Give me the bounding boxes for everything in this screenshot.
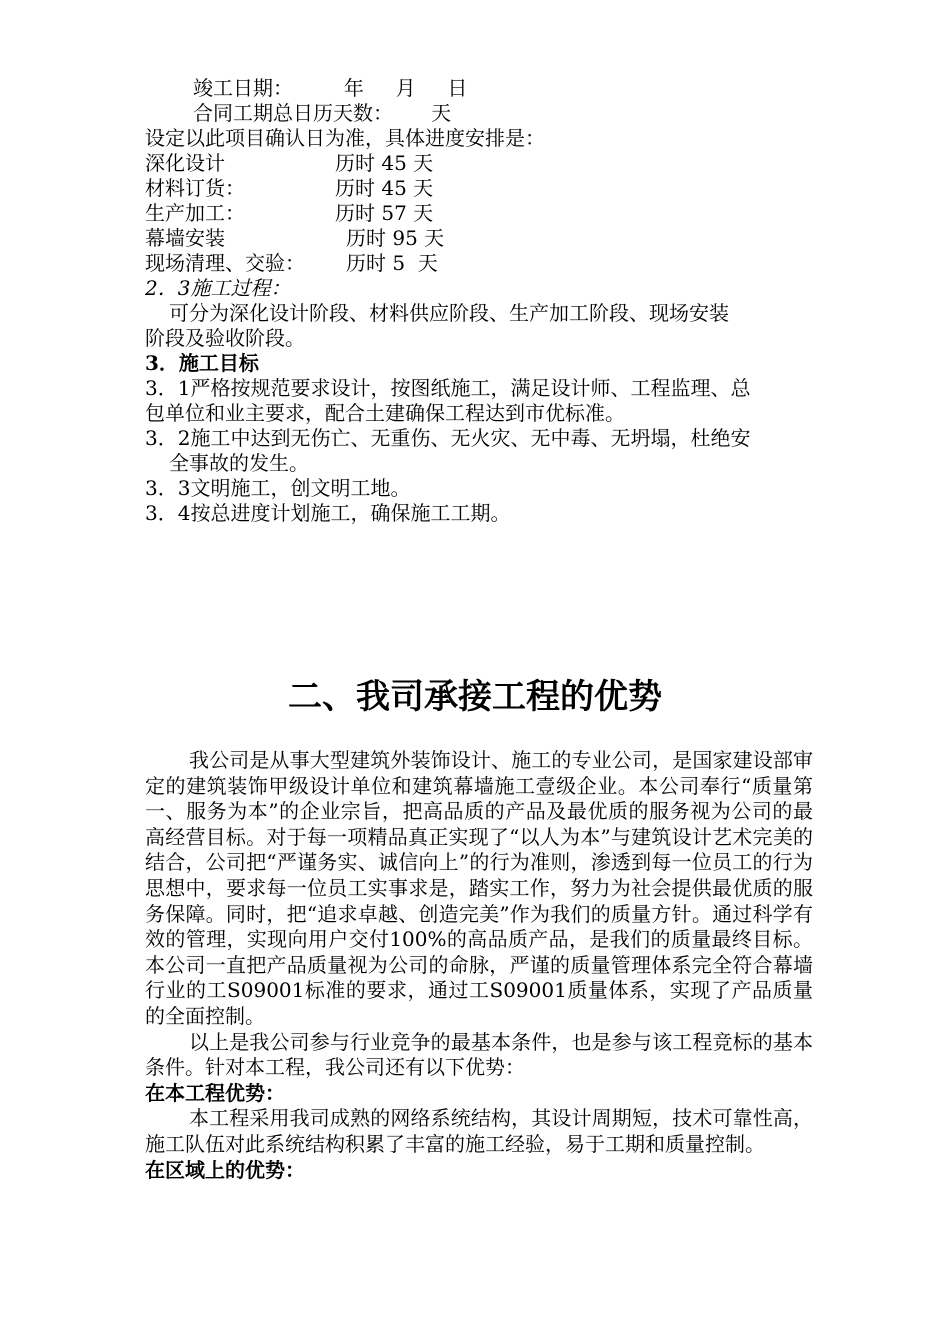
phase-duration: 历时 45 天 [335,151,434,175]
goal-item: 3．1严格按规范要求设计，按图纸施工，满足设计师、工程监理、总 [145,376,751,400]
phase-name: 现场清理、交验： [145,251,305,275]
schedule-row [145,226,813,251]
goal-item-cont: 全事故的发生。 [169,451,309,475]
project-advantage-paragraph: 本工程采用我司成熟的网络系统结构，其设计周期短，技术可靠性高，施工队伍对此系统结构积累了丰富的施工经验，易于工期和质量控制。 [145,1106,813,1156]
section-title: 二、我司承接工程的优势 [288,677,662,717]
goal-item: 3．2施工中达到无伤亡、无重伤、无火灾、无中毒、无坍塌，杜绝安 [145,426,751,450]
process-heading: 2．3施工过程： [145,276,291,300]
process-text-line: 可分为深化设计阶段、材料供应阶段、生产加工阶段、现场安装 [169,301,729,325]
subheading-project-advantage: 在本工程优势： [145,1080,285,1105]
phase-duration: 历时 5 天 [346,251,438,275]
advantages-section [145,748,813,1183]
goals-heading: 3．施工目标 [145,351,259,375]
schedule-intro: 设定以此项目确认日为准，具体进度安排是： [145,126,545,150]
company-paragraph: 我公司是从事大型建筑外装饰设计、施工的专业公司，是国家建设部审定的建筑装饰甲级设计单位和建筑幕墙施工壹级企业。本公司奉行“质量第一、服务为本”的企业宗旨，把高品质的产品及最优质的服务视为公司的最高经营目标。对于每一项精品真正实现了“以人为本”与建筑设计艺术完美的结合，公司把“严谨务实、诚信向上”的行为准则，渗透到每一位员工的行为思想中，要求每一位员工实事求是，踏实工作，努力为社会提供最优质的服务保障。同时，把“追求卓越、创造完美”作为我们的质量方针。通过科学有效的管理，实现向用户交付100%的高品质产品，是我们的质量最终目标。本公司一直把产品质量视为公司的命脉，严谨的质量管理体系完全符合幕墙行业的工S09001标准的要求，通过工S09001质量体系，实现了产品质量的全面控制。 [145,748,813,1028]
goal-item-cont: 包单位和业主要求，配合土建确保工程达到市优标准。 [145,401,625,425]
phase-duration: 历时 95 天 [346,226,445,250]
goal-item: 3．4按总进度计划施工，确保施工工期。 [145,501,511,525]
completion-date: 竣工日期： 年 月 日 [193,76,468,100]
phase-name: 幕墙安装 [145,226,225,250]
schedule-row [145,176,813,201]
schedule-row [145,201,813,226]
phase-duration: 历时 57 天 [335,201,434,225]
phase-duration: 历时 45 天 [335,176,434,200]
basic-conditions-paragraph: 以上是我公司参与行业竞争的最基本条件，也是参与该工程竞标的基本条件。针对本工程，我公司还有以下优势： [145,1029,813,1080]
total-days: 合同工期总日历天数： 天 [193,101,452,125]
upper-section [145,76,813,526]
schedule-row [145,151,813,176]
process-text-line: 阶段及验收阶段。 [145,326,305,350]
phase-name: 材料订货： [145,176,245,200]
goal-item: 3．3文明施工，创文明工地。 [145,476,411,500]
schedule-row [145,251,813,276]
subheading-regional-advantage: 在区域上的优势： [145,1157,305,1182]
phase-name: 深化设计 [145,151,225,175]
phase-name: 生产加工： [145,201,245,225]
